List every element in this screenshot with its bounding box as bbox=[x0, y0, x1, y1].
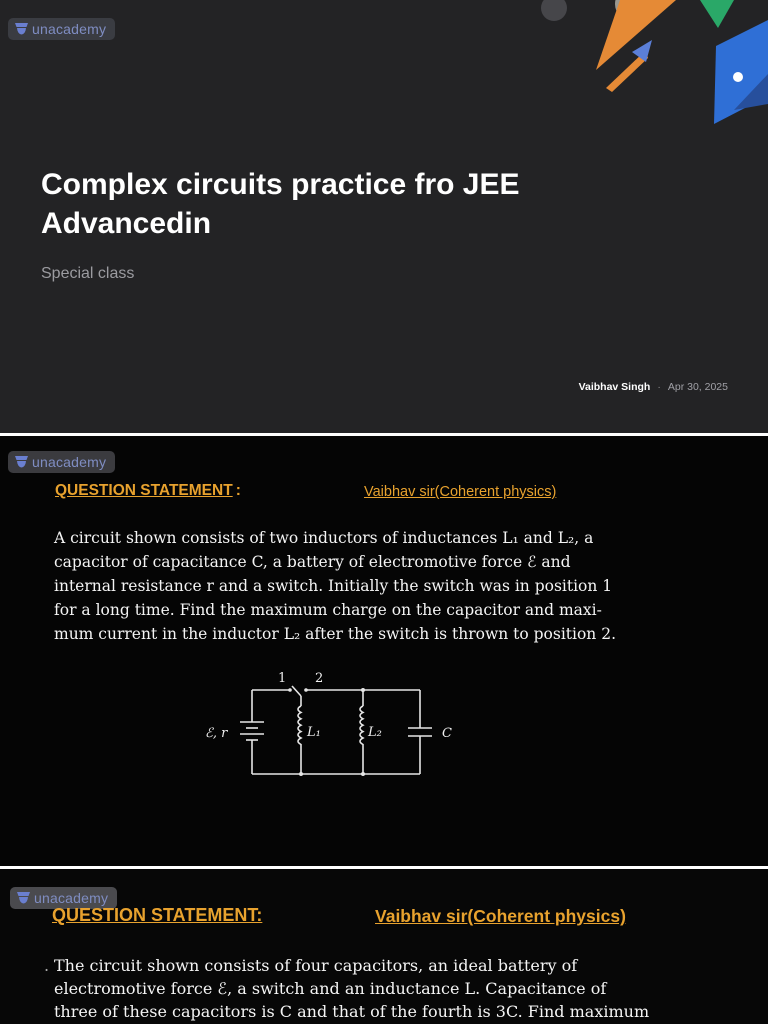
question-heading: QUESTION STATEMENT: bbox=[52, 905, 263, 925]
inductor-2 bbox=[360, 706, 363, 744]
logo-text: unacademy bbox=[34, 890, 109, 906]
question-heading-text: QUESTION STATEMENT bbox=[55, 482, 233, 499]
question-line-text: The circuit shown consists of four capacitors, an ideal battery of bbox=[54, 956, 578, 975]
question-line: for a long time. Find the maximum charge on the capacitor and maxi- bbox=[54, 601, 602, 619]
author-name: Vaibhav Singh bbox=[578, 381, 651, 393]
question-line: capacitor of capacitance C, a battery of electromotive force ℰ and bbox=[54, 553, 571, 571]
teacher-credit: Vaibhav sir(Coherent physics) bbox=[364, 484, 557, 500]
question-text bbox=[54, 526, 704, 646]
junction bbox=[361, 772, 365, 776]
battery-label: ℰ, r bbox=[205, 726, 228, 741]
capacitor-label: C bbox=[442, 726, 452, 741]
question-line: three of these capacitors is C and that of the fourth is 3C. Find maximum bbox=[54, 1002, 650, 1021]
unacademy-logo bbox=[8, 451, 115, 473]
question-line: internal resistance r and a switch. Initially the switch was in position 1 bbox=[54, 577, 613, 595]
question-heading-colon: : bbox=[235, 482, 241, 499]
page-title bbox=[41, 165, 641, 243]
unacademy-logo-icon bbox=[15, 23, 28, 35]
inductor-2-label: L₂ bbox=[368, 725, 382, 740]
question-text bbox=[44, 954, 734, 1023]
switch-contact-1 bbox=[288, 688, 292, 692]
circuit-diagram bbox=[0, 656, 768, 836]
unacademy-logo-icon bbox=[17, 892, 30, 904]
question-line: electromotive force ℰ, a switch and an inductance L. Capacitance of bbox=[54, 979, 607, 998]
author-meta bbox=[579, 381, 728, 393]
question-slide-1 bbox=[0, 436, 768, 866]
decorative-shapes bbox=[528, 0, 768, 130]
subtitle: Special class bbox=[41, 265, 135, 282]
meta-separator: · bbox=[657, 381, 661, 393]
question-line bbox=[44, 954, 734, 977]
publish-date: Apr 30, 2025 bbox=[667, 381, 728, 393]
title-line-2: Advancedin bbox=[41, 207, 212, 240]
switch-label-2: 2 bbox=[315, 671, 324, 686]
switch-blade bbox=[292, 686, 301, 696]
junction bbox=[299, 772, 303, 776]
teacher-credit: Vaibhav sir(Coherent physics) bbox=[375, 906, 626, 926]
question-slide-2 bbox=[0, 869, 768, 1024]
logo-text: unacademy bbox=[32, 21, 107, 37]
cover-slide bbox=[0, 0, 768, 433]
switch-contact-2 bbox=[304, 688, 308, 692]
switch-label-1: 1 bbox=[278, 671, 287, 686]
question-line: A circuit shown consists of two inductors of inductances L₁ and L₂, a bbox=[54, 529, 594, 547]
inductor-1-label: L₁ bbox=[307, 725, 321, 740]
unacademy-logo bbox=[8, 18, 115, 40]
unacademy-logo-icon bbox=[15, 456, 28, 468]
question-heading bbox=[55, 482, 241, 500]
bullet-mark: . bbox=[44, 956, 50, 975]
logo-text: unacademy bbox=[32, 454, 107, 470]
title-line-1: Complex circuits practice fro JEE bbox=[41, 168, 520, 201]
question-line: mum current in the inductor L₂ after the switch is thrown to position 2. bbox=[54, 625, 616, 643]
junction bbox=[361, 688, 365, 692]
inductor-1 bbox=[298, 706, 301, 744]
